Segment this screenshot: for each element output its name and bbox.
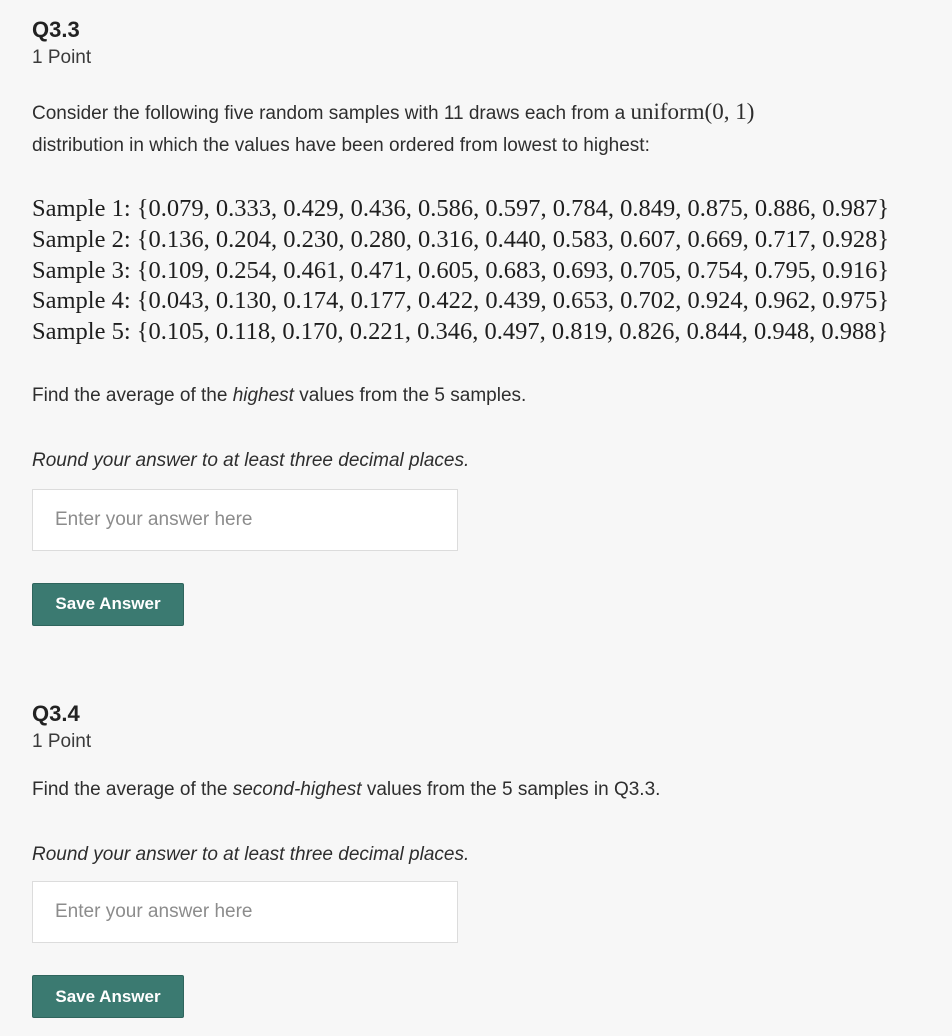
prompt-emphasis: highest bbox=[232, 384, 294, 406]
rounding-note bbox=[32, 445, 952, 477]
intro-text-continued: distribution in which the values have been ordered from lowest to highest: bbox=[32, 135, 650, 156]
save-answer-button[interactable]: Save Answer bbox=[32, 975, 184, 1018]
sample-row: Sample 2: {0.136, 0.204, 0.230, 0.280, 0.316, 0.440, 0.583, 0.607, 0.669, 0.717, 0.928} bbox=[32, 225, 890, 253]
answer-input[interactable] bbox=[32, 881, 458, 943]
question-title: Q3.4 bbox=[32, 701, 80, 726]
prompt-text-end: values from the 5 samples. bbox=[293, 384, 527, 406]
intro-text: Consider the following five random samples with 11 draws each from a bbox=[32, 103, 631, 124]
answer-input[interactable] bbox=[32, 489, 458, 551]
question-points: 1 Point bbox=[32, 47, 92, 68]
question-q3-3 bbox=[32, 16, 952, 626]
question-intro bbox=[32, 96, 952, 162]
rounding-note bbox=[32, 839, 952, 871]
prompt-emphasis: second-highest bbox=[232, 779, 362, 800]
sample-row: Sample 1: {0.079, 0.333, 0.429, 0.436, 0.586, 0.597, 0.784, 0.849, 0.875, 0.886, 0.987} bbox=[32, 195, 890, 222]
prompt-text: Find the average of the bbox=[32, 779, 233, 800]
sample-row: Sample 3: {0.109, 0.254, 0.461, 0.471, 0.605, 0.683, 0.693, 0.705, 0.754, 0.795, 0.916} bbox=[32, 256, 890, 284]
uniform-math: uniform(0, 1) bbox=[630, 99, 755, 124]
prompt-text: Find the average of the bbox=[32, 384, 233, 406]
prompt-text-end: values from the 5 samples in Q3.3. bbox=[361, 779, 661, 800]
sample-row: Sample 5: {0.105, 0.118, 0.170, 0.221, 0.346, 0.497, 0.819, 0.826, 0.844, 0.948, 0.988} bbox=[32, 318, 889, 346]
sample-row: Sample 4: {0.043, 0.130, 0.174, 0.177, 0.422, 0.439, 0.653, 0.702, 0.924, 0.962, 0.975} bbox=[32, 287, 890, 315]
question-prompt bbox=[32, 380, 952, 412]
question-prompt bbox=[32, 774, 952, 806]
question-q3-4 bbox=[32, 700, 952, 1018]
save-answer-button[interactable]: Save Answer bbox=[32, 583, 184, 626]
question-title: Q3.3 bbox=[32, 17, 80, 42]
question-points: 1 Point bbox=[32, 731, 92, 752]
rounding-note-text: Round your answer to at least three decimal places. bbox=[32, 844, 470, 865]
sample-list bbox=[32, 194, 952, 348]
rounding-note-text: Round your answer to at least three decimal places. bbox=[32, 449, 470, 471]
